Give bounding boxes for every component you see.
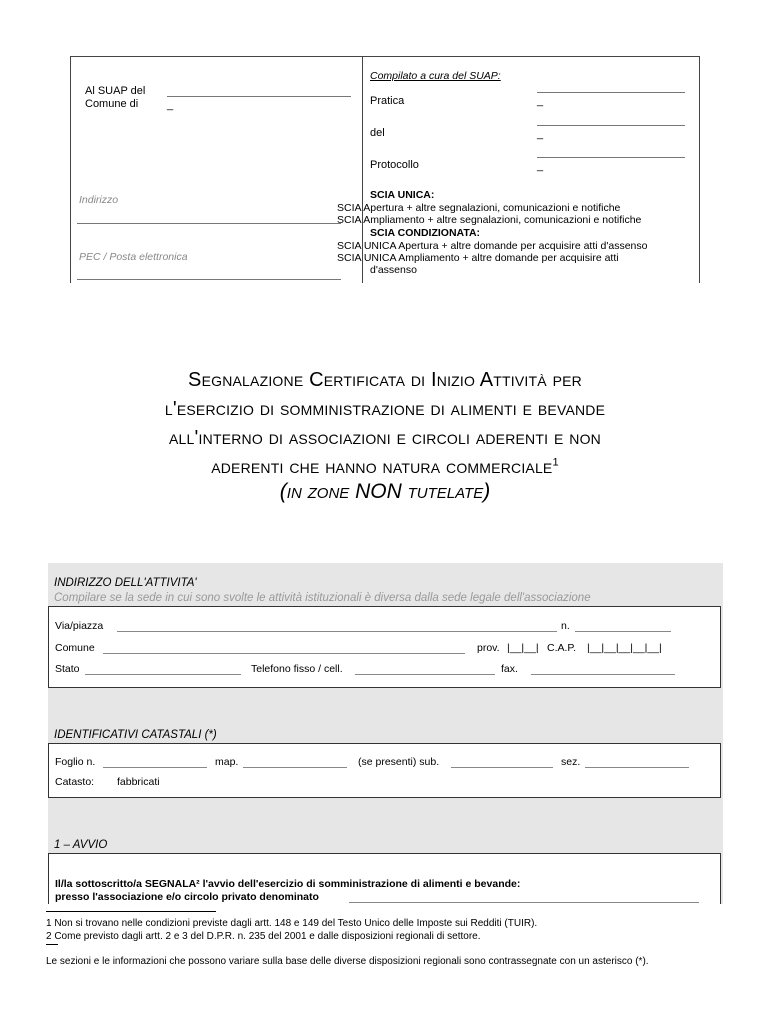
telefono-field[interactable]	[355, 674, 495, 675]
section-note: Compilare se la sede in cui sono svolte le attività istituzionali è diversa dalla sede legale dell'associazione	[54, 592, 591, 604]
pec-label: PEC / Posta elettronica	[79, 251, 188, 263]
fabbricati-option[interactable]: fabbricati	[117, 776, 160, 788]
prov-label: prov.	[477, 642, 500, 654]
section-heading: IDENTIFICATIVI CATASTALI (*)	[54, 729, 217, 741]
pratica-dash: _	[537, 95, 544, 107]
foglio-label: Foglio n.	[55, 756, 96, 768]
title-line-text: aderenti che hanno natura commerciale	[211, 456, 553, 478]
title-line: all'interno di associazioni e circoli aderenti e non	[169, 427, 601, 449]
sub-label: (se presenti) sub.	[358, 756, 440, 768]
numero-field[interactable]	[575, 631, 671, 632]
indirizzo-field[interactable]	[77, 223, 341, 224]
fax-label: fax.	[501, 663, 518, 675]
suap-label: Al SUAP del	[85, 85, 146, 97]
protocollo-label: Protocollo	[370, 159, 419, 171]
denominazione-field[interactable]	[349, 902, 699, 903]
subtitle-emphasis: NON	[355, 480, 402, 503]
protocollo-dash: _	[537, 160, 544, 172]
cap-boxes[interactable]: |__|__|__|__|__|	[587, 642, 662, 654]
sez-label: sez.	[561, 756, 581, 768]
suap-field[interactable]	[167, 96, 351, 97]
scia-unica-option-ampliamento[interactable]: SCIA UNICA Ampliamento + altre domande per acquisire atti	[337, 252, 619, 264]
protocollo-field[interactable]	[537, 157, 685, 158]
del-label: del	[370, 127, 385, 139]
comune-field[interactable]	[103, 653, 465, 654]
section-heading: INDIRIZZO DELL'ATTIVITA'	[54, 577, 197, 589]
subtitle-part: tutelate)	[401, 480, 491, 503]
scia-option-apertura[interactable]: SCIA Apertura + altre segnalazioni, comunicazioni e notifiche	[337, 202, 621, 214]
denominazione-label: presso l'associazione e/o circolo privato denominato	[55, 891, 319, 903]
sez-field[interactable]	[585, 767, 689, 768]
comune-label: Comune	[55, 642, 95, 654]
section-heading: 1 – AVVIO	[54, 839, 108, 851]
addressee-panel	[70, 57, 363, 283]
avvio-form	[48, 853, 721, 904]
scia-option-ampliamento[interactable]: SCIA Ampliamento + altre segnalazioni, comunicazioni e notifiche	[337, 214, 642, 226]
indirizzo-label: Indirizzo	[79, 194, 119, 206]
header-box	[70, 56, 700, 282]
scia-unica-option-apertura[interactable]: SCIA UNICA Apertura + altre domande per acquisire atti d'assenso	[337, 240, 648, 252]
note-rule	[46, 944, 58, 945]
map-field[interactable]	[243, 767, 347, 768]
title-line: Segnalazione Certificata di Inizio Attività per	[188, 369, 582, 391]
stato-field[interactable]	[85, 674, 241, 675]
catastali-form	[48, 743, 721, 798]
comune-field[interactable]: _	[167, 99, 174, 111]
asterisk-note: Le sezioni e le informazioni che possono variare sulla base delle diverse disposizioni regionali sono contrassegnate con un asterisco (*).	[46, 956, 649, 967]
avvio-section	[48, 799, 723, 904]
scia-condizionata-heading: SCIA CONDIZIONATA:	[370, 227, 481, 239]
catastali-section	[48, 729, 723, 799]
fax-field[interactable]	[531, 674, 675, 675]
foglio-field[interactable]	[103, 767, 207, 768]
del-dash: _	[537, 128, 544, 140]
pec-field[interactable]	[77, 279, 341, 280]
telefono-label: Telefono fisso / cell.	[251, 663, 343, 675]
suap-use-panel	[337, 57, 700, 283]
cap-label: C.A.P.	[547, 642, 576, 654]
numero-label: n.	[561, 620, 570, 632]
compilato-label: Compilato a cura del SUAP:	[370, 70, 501, 82]
prov-boxes[interactable]: |__|__|	[507, 642, 539, 654]
pratica-field[interactable]	[537, 92, 685, 93]
subtitle-part: (in zone	[279, 480, 356, 503]
footnote-1: 1 Non si trovano nelle condizioni previste dagli artt. 148 e 149 del Testo Unico delle Imposte sui Redditi (TUIR).	[46, 918, 538, 929]
footnote-2: 2 Come previsto dagli artt. 2 e 3 del D.P.R. n. 235 del 2001 e dalle disposizioni regionali di settore.	[46, 931, 481, 942]
indirizzo-section	[48, 563, 723, 733]
catasto-label: Catasto:	[55, 776, 95, 788]
pratica-label: Pratica	[370, 95, 405, 107]
document-title	[70, 366, 700, 482]
sub-field[interactable]	[451, 767, 553, 768]
footnote-ref: 1	[552, 456, 559, 469]
document-subtitle	[70, 480, 700, 504]
scia-unica-heading: SCIA UNICA:	[370, 189, 435, 201]
via-field[interactable]	[117, 631, 557, 632]
stato-label: Stato	[55, 663, 80, 675]
del-field[interactable]	[537, 125, 685, 126]
segnala-statement: Il/la sottoscritto/a SEGNALA² l'avvio dell'esercizio di somministrazione di alimenti e bevande:	[55, 878, 521, 890]
title-line: l'esercizio di somministrazione di alimenti e bevande	[164, 398, 606, 420]
indirizzo-form	[48, 606, 721, 688]
comune-label: Comune di	[85, 98, 139, 110]
map-label: map.	[215, 756, 239, 768]
scia-option-continuation: d'assenso	[370, 264, 417, 276]
title-line	[70, 453, 700, 482]
footnote-rule	[46, 911, 216, 912]
via-label: Via/piazza	[55, 620, 104, 632]
